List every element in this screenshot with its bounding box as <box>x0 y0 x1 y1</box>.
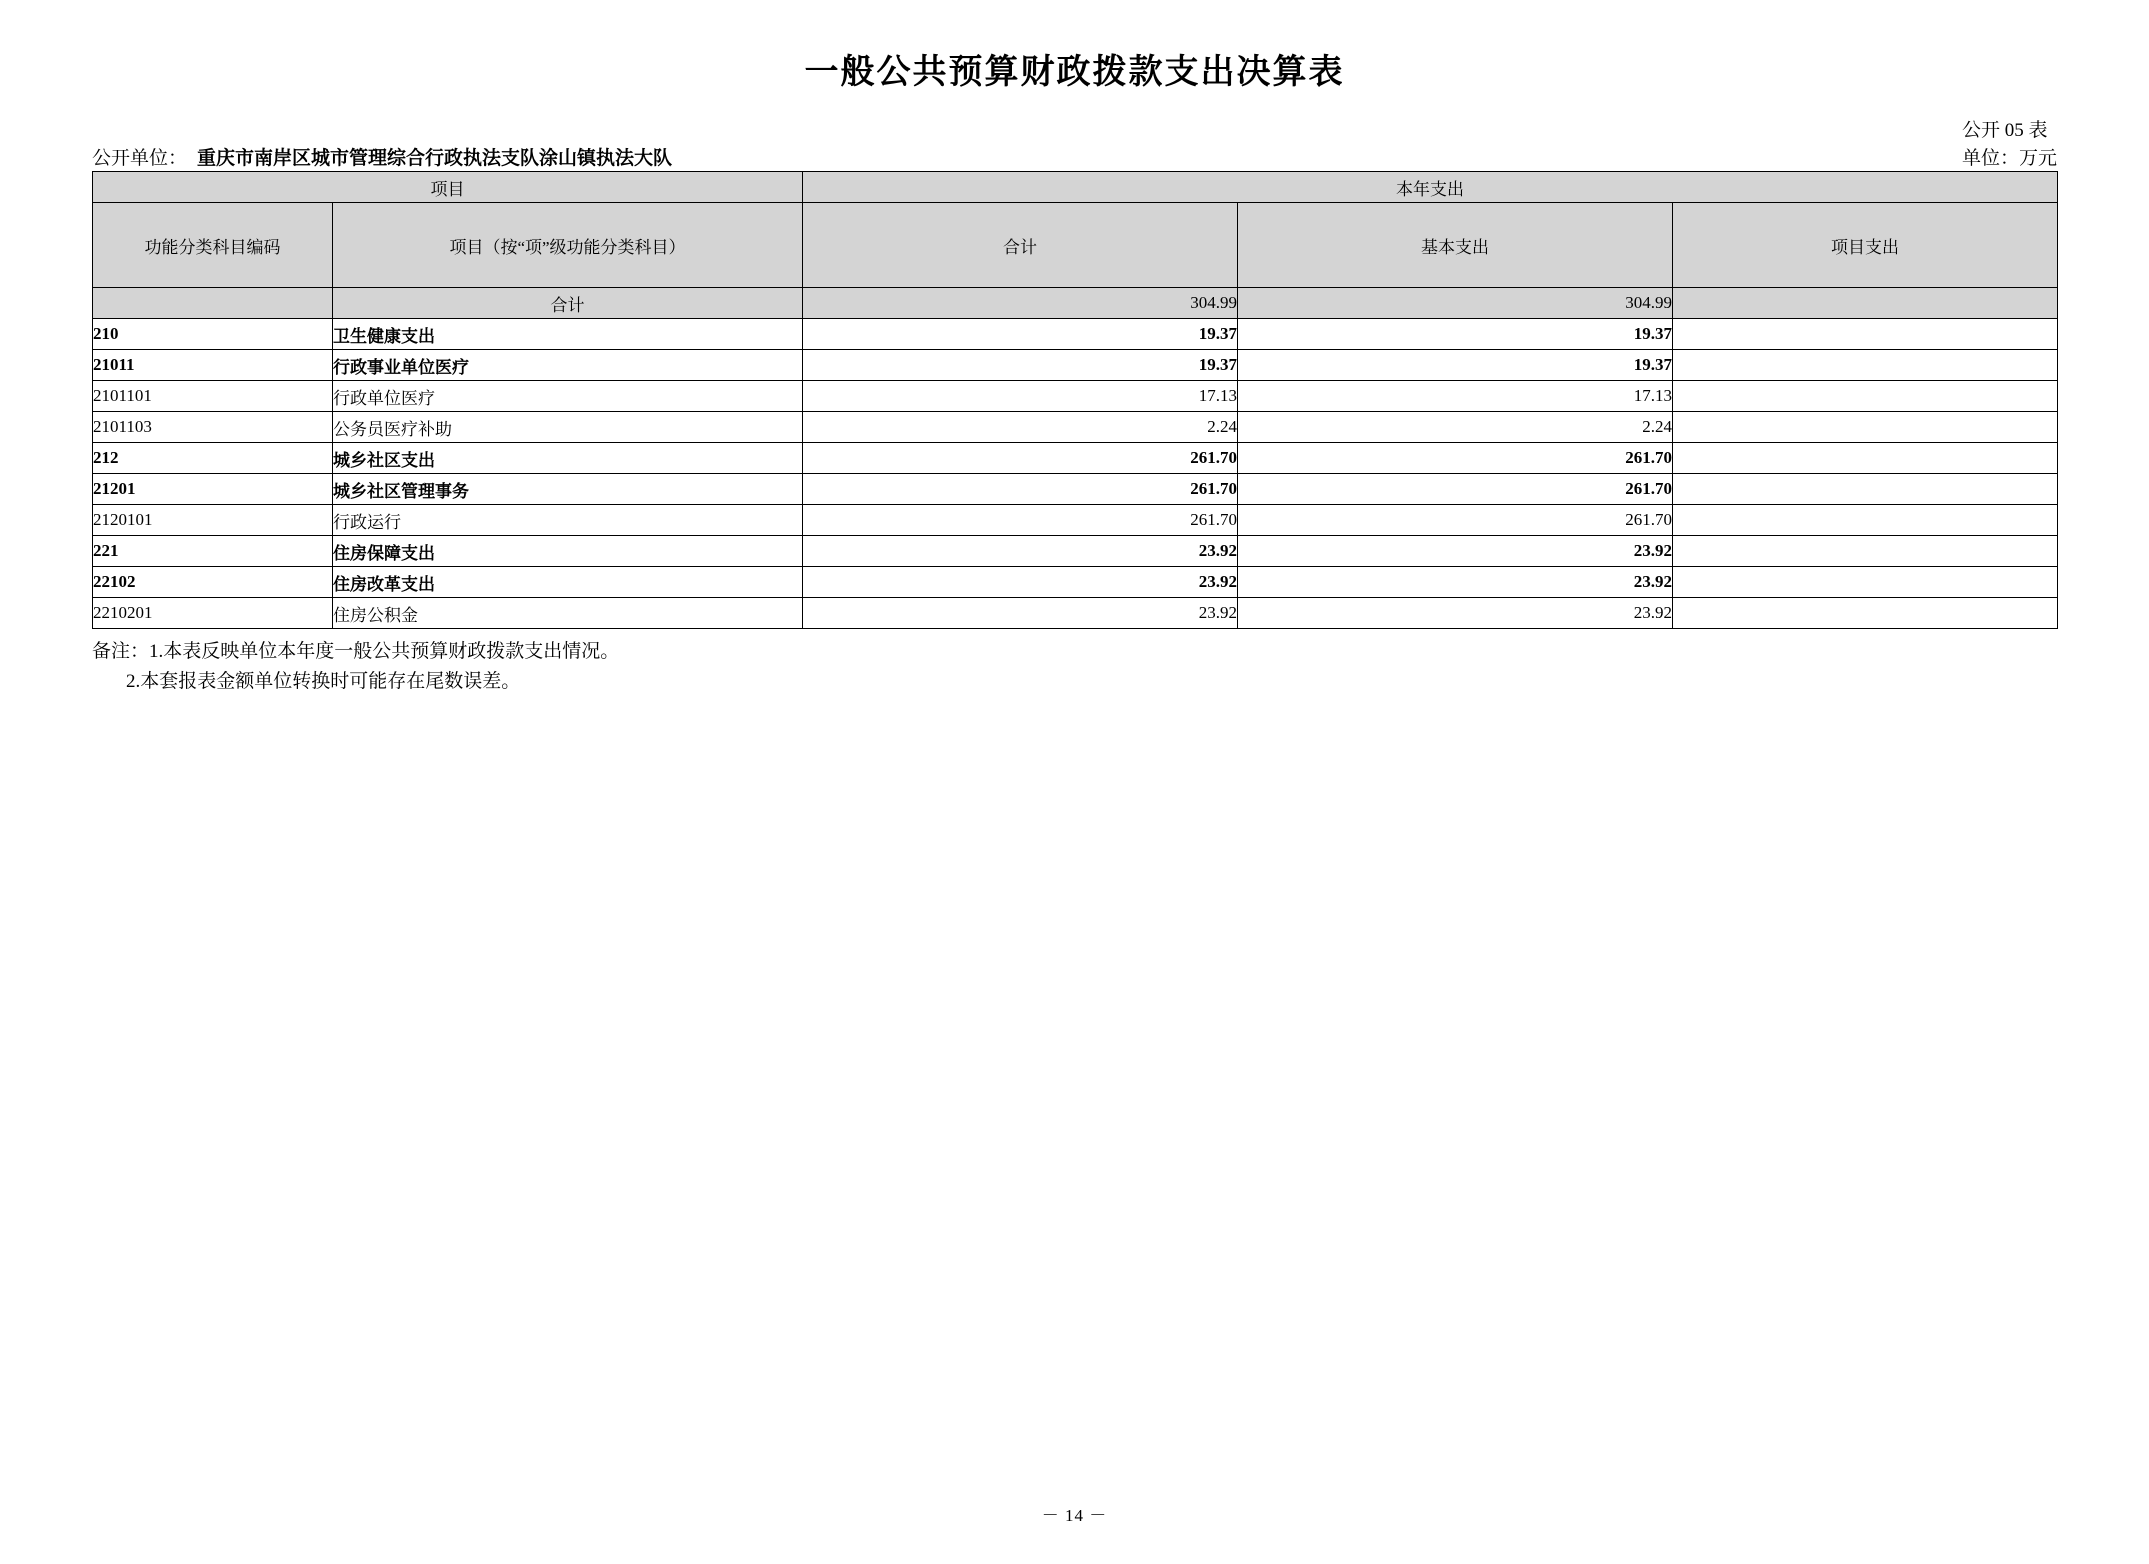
cell-total: 23.92 <box>803 567 1238 598</box>
table-notes <box>92 637 2149 697</box>
cell-code: 2101101 <box>93 381 333 412</box>
cell-code: 2101103 <box>93 412 333 443</box>
cell-basic: 261.70 <box>1238 474 1673 505</box>
cell-project <box>1673 536 2058 567</box>
cell-total: 19.37 <box>803 319 1238 350</box>
cell-project <box>1673 288 2058 319</box>
cell-basic: 19.37 <box>1238 319 1673 350</box>
column-header-basic: 基本支出 <box>1238 203 1673 288</box>
cell-name: 卫生健康支出 <box>333 319 803 350</box>
cell-code: 21011 <box>93 350 333 381</box>
cell-total: 261.70 <box>803 505 1238 536</box>
cell-project <box>1673 381 2058 412</box>
cell-code: 2210201 <box>93 598 333 629</box>
cell-name: 行政运行 <box>333 505 803 536</box>
cell-project <box>1673 412 2058 443</box>
cell-basic: 23.92 <box>1238 536 1673 567</box>
cell-code <box>93 288 333 319</box>
cell-code: 2120101 <box>93 505 333 536</box>
note-line-1: 备注：1.本表反映单位本年度一般公共预算财政拨款支出情况。 <box>92 641 620 662</box>
note-line-2: 2.本套报表金额单位转换时可能存在尾数误差。 <box>126 671 521 692</box>
cell-code: 21201 <box>93 474 333 505</box>
cell-basic: 2.24 <box>1238 412 1673 443</box>
group-header-current-year: 本年支出 <box>803 172 2058 203</box>
table-row <box>93 319 2058 350</box>
cell-basic: 23.92 <box>1238 567 1673 598</box>
cell-total: 23.92 <box>803 536 1238 567</box>
cell-name: 住房保障支出 <box>333 536 803 567</box>
cell-code: 22102 <box>93 567 333 598</box>
table-row <box>93 567 2058 598</box>
cell-total: 261.70 <box>803 443 1238 474</box>
table-row <box>93 381 2058 412</box>
cell-name: 城乡社区支出 <box>333 443 803 474</box>
cell-name: 住房改革支出 <box>333 567 803 598</box>
table-row-total <box>93 288 2058 319</box>
sheet-meta <box>1962 117 2057 173</box>
column-header-total: 合计 <box>803 203 1238 288</box>
cell-name: 公务员医疗补助 <box>333 412 803 443</box>
cell-project <box>1673 567 2058 598</box>
cell-project <box>1673 350 2058 381</box>
table-row <box>93 443 2058 474</box>
cell-project <box>1673 474 2058 505</box>
table-row <box>93 350 2058 381</box>
table-row <box>93 536 2058 567</box>
cell-basic: 304.99 <box>1238 288 1673 319</box>
table-row <box>93 412 2058 443</box>
column-header-code: 功能分类科目编码 <box>93 203 333 288</box>
cell-name: 合计 <box>333 288 803 319</box>
cell-project <box>1673 319 2058 350</box>
table-column-header-row <box>93 203 2058 288</box>
sheet-label: 公开 05 表 <box>1961 120 2048 141</box>
column-header-project: 项目支出 <box>1673 203 2058 288</box>
cell-name: 行政事业单位医疗 <box>333 350 803 381</box>
cell-name: 城乡社区管理事务 <box>333 474 803 505</box>
page-number: － 14 － <box>1041 1506 1108 1525</box>
cell-basic: 261.70 <box>1238 505 1673 536</box>
table-row <box>93 505 2058 536</box>
cell-total: 17.13 <box>803 381 1238 412</box>
cell-name: 行政单位医疗 <box>333 381 803 412</box>
page-title: 一般公共预算财政拨款支出决算表 <box>804 54 1345 91</box>
cell-project <box>1673 505 2058 536</box>
cell-project <box>1673 598 2058 629</box>
table-row <box>93 598 2058 629</box>
group-header-item: 项目 <box>93 172 803 203</box>
cell-total: 23.92 <box>803 598 1238 629</box>
publisher-label: 公开单位： <box>92 148 188 169</box>
cell-total: 19.37 <box>803 350 1238 381</box>
column-header-name: 项目（按“项”级功能分类科目） <box>333 203 803 288</box>
cell-total: 2.24 <box>803 412 1238 443</box>
publisher-value: 重庆市南岸区城市管理综合行政执法支队涂山镇执法大队 <box>197 148 673 169</box>
unit-note: 单位：万元 <box>1961 148 2057 169</box>
cell-code: 210 <box>93 319 333 350</box>
cell-basic: 19.37 <box>1238 350 1673 381</box>
table-row <box>93 474 2058 505</box>
cell-code: 221 <box>93 536 333 567</box>
budget-expenditure-table <box>92 171 2058 629</box>
document-meta <box>0 117 2149 171</box>
cell-basic: 17.13 <box>1238 381 1673 412</box>
cell-code: 212 <box>93 443 333 474</box>
cell-total: 304.99 <box>803 288 1238 319</box>
cell-project <box>1673 443 2058 474</box>
cell-basic: 23.92 <box>1238 598 1673 629</box>
cell-name: 住房公积金 <box>333 598 803 629</box>
publisher-line <box>92 143 672 170</box>
cell-basic: 261.70 <box>1238 443 1673 474</box>
cell-total: 261.70 <box>803 474 1238 505</box>
page <box>0 44 2149 1564</box>
table-group-header-row <box>93 172 2058 203</box>
